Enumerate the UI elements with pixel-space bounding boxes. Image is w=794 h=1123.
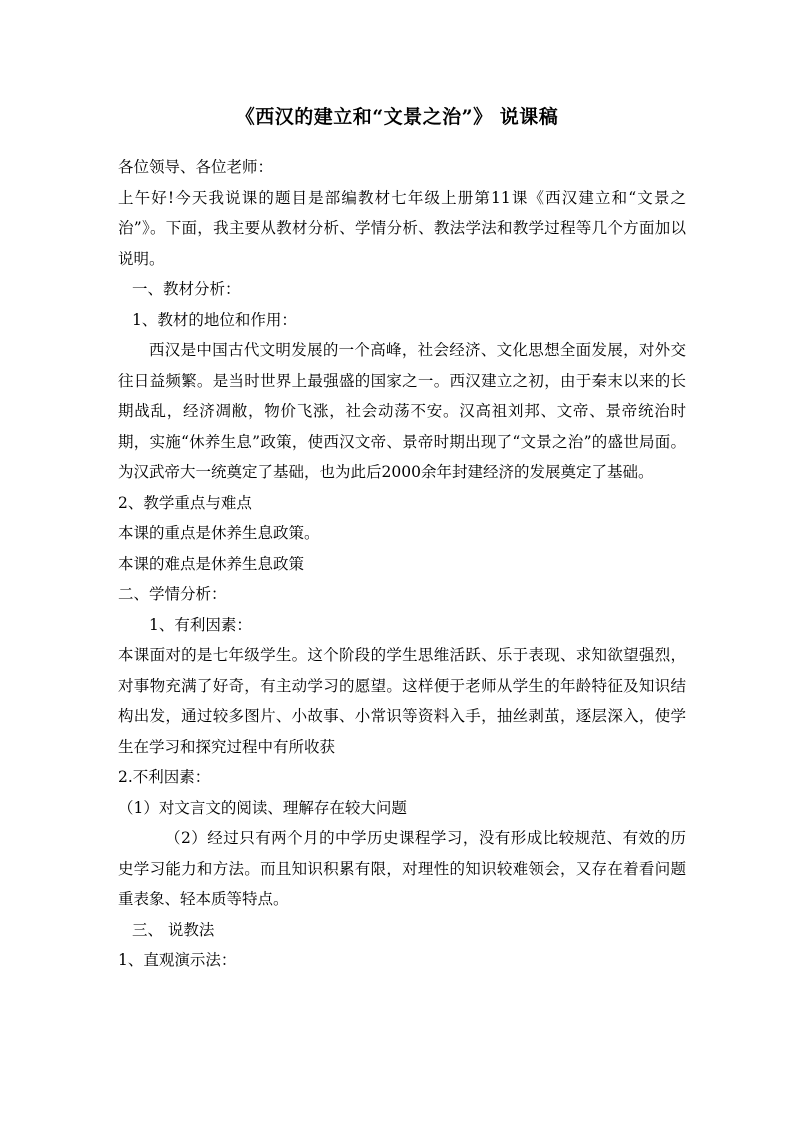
subheading-status-and-role: 1、教材的地位和作用： bbox=[132, 310, 297, 329]
key-point-text: 本课的重点是休养生息政策。 bbox=[118, 524, 320, 542]
subheading-favorable-factors: 1、有利因素： bbox=[149, 615, 252, 634]
paragraph-status-and-role: 西汉是中国古代文明发展的一个高峰，社会经济、文化思想全面发展，对外交往日益频繁。是当时世界上最强盛的国家之一。西汉建立之初，由于秦末以来的长期战乱，经济凋敝，物价飞涨，社会动荡不安。汉高祖刘邦、文帝、景帝统治时期，实施“休养生息”政策，使西汉文帝、景帝时期出现了“文景之治”的盛世局面。为汉武帝大一统奠定了基础，也为此后2000余年封建经济的发展奠定了基础。 bbox=[118, 341, 686, 481]
document-title: 《西汉的建立和“文景之治”》 说课稿 bbox=[235, 106, 559, 128]
section-heading-textbook-analysis: 一、教材分析： bbox=[132, 280, 241, 298]
unfavorable-factor-2: （2）经过只有两个月的中学历史课程学习，没有形成比较规范、有效的历史学习能力和方法。而且知识积累有限，对理性的知识较难领会，又存在着看问题重表象、轻本质等特点。 bbox=[118, 829, 686, 908]
paragraph-favorable-factors: 本课面对的是七年级学生。这个阶段的学生思维活跃、乐于表现、求知欲望强烈，对事物充满了好奇，有主动学习的愿望。这样便于老师从学生的年龄特征及知识结构出发，通过较多图片、小故事、小常识等资料入手，抽丝剥茧，逐层深入，使学生在学习和探究过程中有所收获 bbox=[118, 646, 686, 756]
subheading-demonstration-method: 1、直观演示法： bbox=[118, 951, 237, 969]
section-heading-student-analysis: 二、学情分析： bbox=[118, 585, 227, 603]
subheading-key-points: 2、教学重点与难点 bbox=[118, 493, 252, 512]
intro-paragraph: 上午好!今天我说课的题目是部编教材七年级上册第11课《西汉建立和“文景之治”》。下面，我主要从教材分析、学情分析、教法学法和教学过程等几个方面加以说明。 bbox=[118, 188, 686, 268]
greeting: 各位领导、各位老师： bbox=[118, 158, 274, 176]
difficult-point-text: 本课的难点是休养生息政策 bbox=[118, 554, 305, 573]
subheading-unfavorable-factors: 2.不利因素： bbox=[118, 768, 211, 786]
unfavorable-factor-1: （1）对文言文的阅读、理解存在较大问题 bbox=[118, 798, 407, 817]
document-body bbox=[118, 152, 686, 976]
section-heading-teaching-methods: 三、 说教法 bbox=[132, 920, 215, 939]
